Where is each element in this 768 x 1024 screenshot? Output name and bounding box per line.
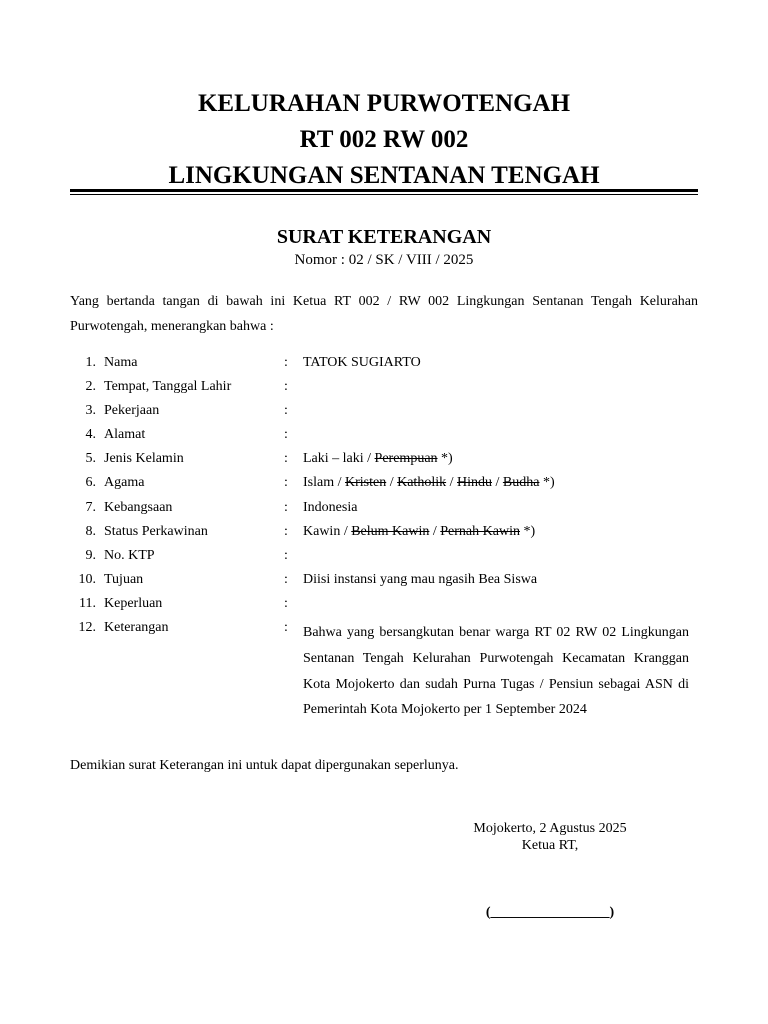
struck-option: Pernah Kawin bbox=[440, 523, 520, 539]
item-colon: : bbox=[284, 451, 288, 467]
item-number: 2. bbox=[85, 379, 96, 395]
item-value-remarks: Bahwa yang bersangkutan benar warga RT 02 RW 02 Lingkungan Sentanan Tengah Kelurahan Purwotengah Kecamatan Kranggan Kota Mojokerto dan sudah Purna Tugas / Pensiun sebagai ASN di Pemerintah Kota Mojokerto per 1 September 2024 bbox=[303, 625, 689, 718]
item-number: 7. bbox=[85, 499, 96, 515]
signature-place-date: Mojokerto, 2 Agustus 2025 bbox=[473, 821, 627, 836]
item-label: Keperluan bbox=[104, 595, 163, 611]
list-item bbox=[70, 449, 698, 473]
signature-role: Ketua RT, bbox=[521, 838, 579, 853]
header-line-2: RT 002 RW 002 bbox=[299, 126, 469, 153]
option-text: / bbox=[446, 475, 457, 491]
option-text: *) bbox=[539, 475, 555, 491]
struck-option: Kristen bbox=[345, 475, 387, 491]
option-text: / bbox=[492, 475, 503, 491]
struck-option: Hindu bbox=[457, 475, 492, 491]
option-text: *) bbox=[519, 523, 536, 539]
item-colon: : bbox=[284, 571, 288, 587]
option-text: / bbox=[429, 523, 441, 539]
item-colon: : bbox=[284, 523, 288, 539]
list-item bbox=[70, 594, 698, 618]
item-colon: : bbox=[284, 379, 288, 395]
header-divider-thin bbox=[70, 194, 698, 195]
intro-paragraph: Yang bertanda tangan di bawah ini Ketua RT 002 / RW 002 Lingkungan Sentanan Tengah Kelurahan Purwotengah, menerangkan bahwa : bbox=[70, 294, 698, 334]
data-list bbox=[70, 353, 698, 718]
document-number: Nomor : 02 / SK / VIII / 2025 bbox=[294, 252, 474, 268]
item-colon: : bbox=[284, 403, 288, 419]
item-colon: : bbox=[284, 620, 288, 636]
item-label: Keterangan bbox=[104, 620, 169, 636]
item-number: 4. bbox=[85, 427, 96, 443]
item-number: 6. bbox=[85, 475, 96, 491]
item-number: 3. bbox=[85, 403, 96, 419]
item-colon: : bbox=[284, 427, 288, 443]
struck-option: Katholik bbox=[397, 475, 447, 491]
item-label: Nama bbox=[104, 355, 138, 370]
item-label: No. KTP bbox=[104, 547, 155, 563]
item-number: 12. bbox=[78, 620, 96, 636]
struck-option: Perempuan bbox=[374, 451, 438, 467]
list-item bbox=[70, 522, 698, 546]
item-colon: : bbox=[284, 475, 288, 491]
item-number: 5. bbox=[85, 451, 96, 467]
option-text: Islam / bbox=[303, 475, 345, 491]
list-item bbox=[70, 377, 698, 401]
item-value-marital-status bbox=[303, 524, 535, 540]
item-value-purpose: Diisi instansi yang mau ngasih Bea Siswa bbox=[303, 571, 538, 587]
item-value-gender bbox=[303, 451, 453, 467]
list-item bbox=[70, 570, 698, 594]
list-item bbox=[70, 618, 698, 718]
struck-option: Belum Kawin bbox=[351, 523, 430, 539]
list-item bbox=[70, 353, 698, 377]
item-colon: : bbox=[284, 595, 288, 611]
item-colon: : bbox=[284, 499, 288, 515]
list-item bbox=[70, 498, 698, 522]
item-colon: : bbox=[284, 355, 288, 370]
header-line-3: LINGKUNGAN SENTANAN TENGAH bbox=[168, 162, 600, 189]
item-label: Alamat bbox=[104, 427, 146, 443]
list-item bbox=[70, 425, 698, 449]
item-label: Jenis Kelamin bbox=[104, 451, 184, 467]
document-title: SURAT KETERANGAN bbox=[276, 226, 492, 248]
item-label: Status Perkawinan bbox=[104, 523, 208, 539]
struck-option: Budha bbox=[502, 475, 540, 491]
list-item bbox=[70, 401, 698, 425]
header-line-1: KELURAHAN PURWOTENGAH bbox=[197, 90, 571, 117]
item-colon: : bbox=[284, 547, 288, 563]
option-text: *) bbox=[437, 451, 453, 467]
item-number: 9. bbox=[85, 547, 96, 563]
item-label: Pekerjaan bbox=[104, 403, 160, 419]
item-label: Kebangsaan bbox=[104, 499, 173, 515]
item-value-religion bbox=[303, 475, 555, 491]
item-number: 8. bbox=[85, 523, 96, 539]
item-label: Tempat, Tanggal Lahir bbox=[104, 379, 232, 395]
list-item bbox=[70, 546, 698, 570]
item-value-name: TATOK SUGIARTO bbox=[303, 355, 421, 370]
header-divider-thick bbox=[70, 189, 698, 192]
option-text: / bbox=[386, 475, 398, 491]
item-value-nationality: Indonesia bbox=[303, 499, 358, 515]
item-label: Agama bbox=[104, 475, 145, 491]
option-text: Laki – laki / bbox=[303, 451, 375, 467]
closing-statement: Demikian surat Keterangan ini untuk dapat dipergunakan seperlunya. bbox=[70, 758, 459, 773]
item-number: 10. bbox=[78, 571, 96, 587]
option-text: Kawin / bbox=[303, 523, 352, 539]
list-item bbox=[70, 473, 698, 497]
item-number: 1. bbox=[85, 355, 96, 370]
item-label: Tujuan bbox=[104, 571, 144, 587]
letterhead-text bbox=[70, 86, 698, 194]
item-number: 11. bbox=[79, 595, 96, 611]
signature-name-line: (_________________) bbox=[485, 905, 615, 920]
